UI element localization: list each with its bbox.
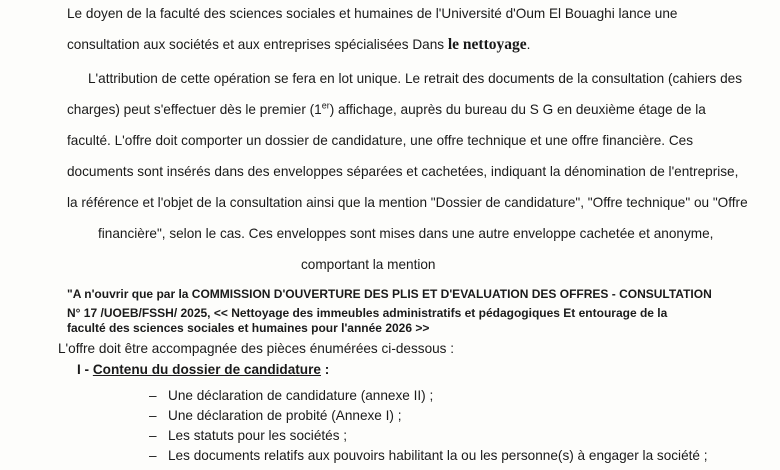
dash-bullet: – [149,388,157,403]
list-item-text: Les documents relatifs aux pouvoirs habilitant la ou les personne(s) à engager la société ; [168,448,708,463]
section-1-heading [77,362,329,378]
intro-line-2-text: consultation aux sociétés et aux entreprises spécialisées Dans [67,37,448,52]
section-1-title: Contenu du dossier de candidature [92,362,321,377]
dash-bullet: – [149,408,157,423]
mention-line-2: N° 17 /UOEB/FSSH/ 2025, << Nettoyage des immeubles administratifs et pédagogiques Et entourage de la [67,306,668,320]
para-line-6: financière", selon le cas. Ces enveloppes sont mises dans une autre enveloppe cachetée et anonyme, [98,226,714,241]
superscript-er: er [321,100,330,111]
intro-line-2-end: . [526,37,531,52]
para-line-1: L'attribution de cette opération se fera en lot unique. Le retrait des documents de la consultation (cahiers des [88,71,742,86]
dash-bullet: – [149,428,157,443]
intro-line-2 [67,37,530,53]
list-item-text: Une déclaration de probité (Annexe I) ; [168,408,402,423]
para-line-5: la référence et l'objet de la consultation ainsi que la mention "Dossier de candidature", "Offre technique" ou "Offre [67,195,748,210]
list-item-text: Une déclaration de candidature (annexe II) ; [168,388,434,403]
mention-line-1: "A n'ouvrir que par la COMMISSION D'OUVERTURE DES PLIS ET D'EVALUATION DES OFFRES - CONSULTATION [67,287,712,301]
section-1-suffix: : [320,362,330,377]
pieces-intro: L'offre doit être accompagnée des pièces énumérées ci-dessous : [58,341,455,356]
subject-bold: le nettoyage [447,36,527,53]
para-line-2 [67,102,706,118]
para-line-2-post: ) affichage, auprès du bureau du S G en deuxième étage de la [329,102,706,117]
section-1-prefix: I - [77,362,93,377]
list-item-text: Les statuts pour les sociétés ; [168,428,348,443]
intro-line-1: Le doyen de la faculté des sciences sociales et humaines de l'Université d'Oum El Bouaghi lance une [67,6,678,21]
mention-line-3: faculté des sciences sociales et humaines pour l'année 2026 >> [67,321,430,335]
para-line-7: comportant la mention [301,257,436,272]
para-line-2-pre: charges) peut s'effectuer dès le premier (1 [67,102,322,117]
para-line-3: faculté. L'offre doit comporter un dossier de candidature, une offre technique et une offre financière. Ces [67,133,694,148]
dash-bullet: – [149,448,157,463]
para-line-4: documents sont insérés dans des enveloppes séparées et cachetées, indiquant la dénomination de l'entreprise, [67,164,739,179]
